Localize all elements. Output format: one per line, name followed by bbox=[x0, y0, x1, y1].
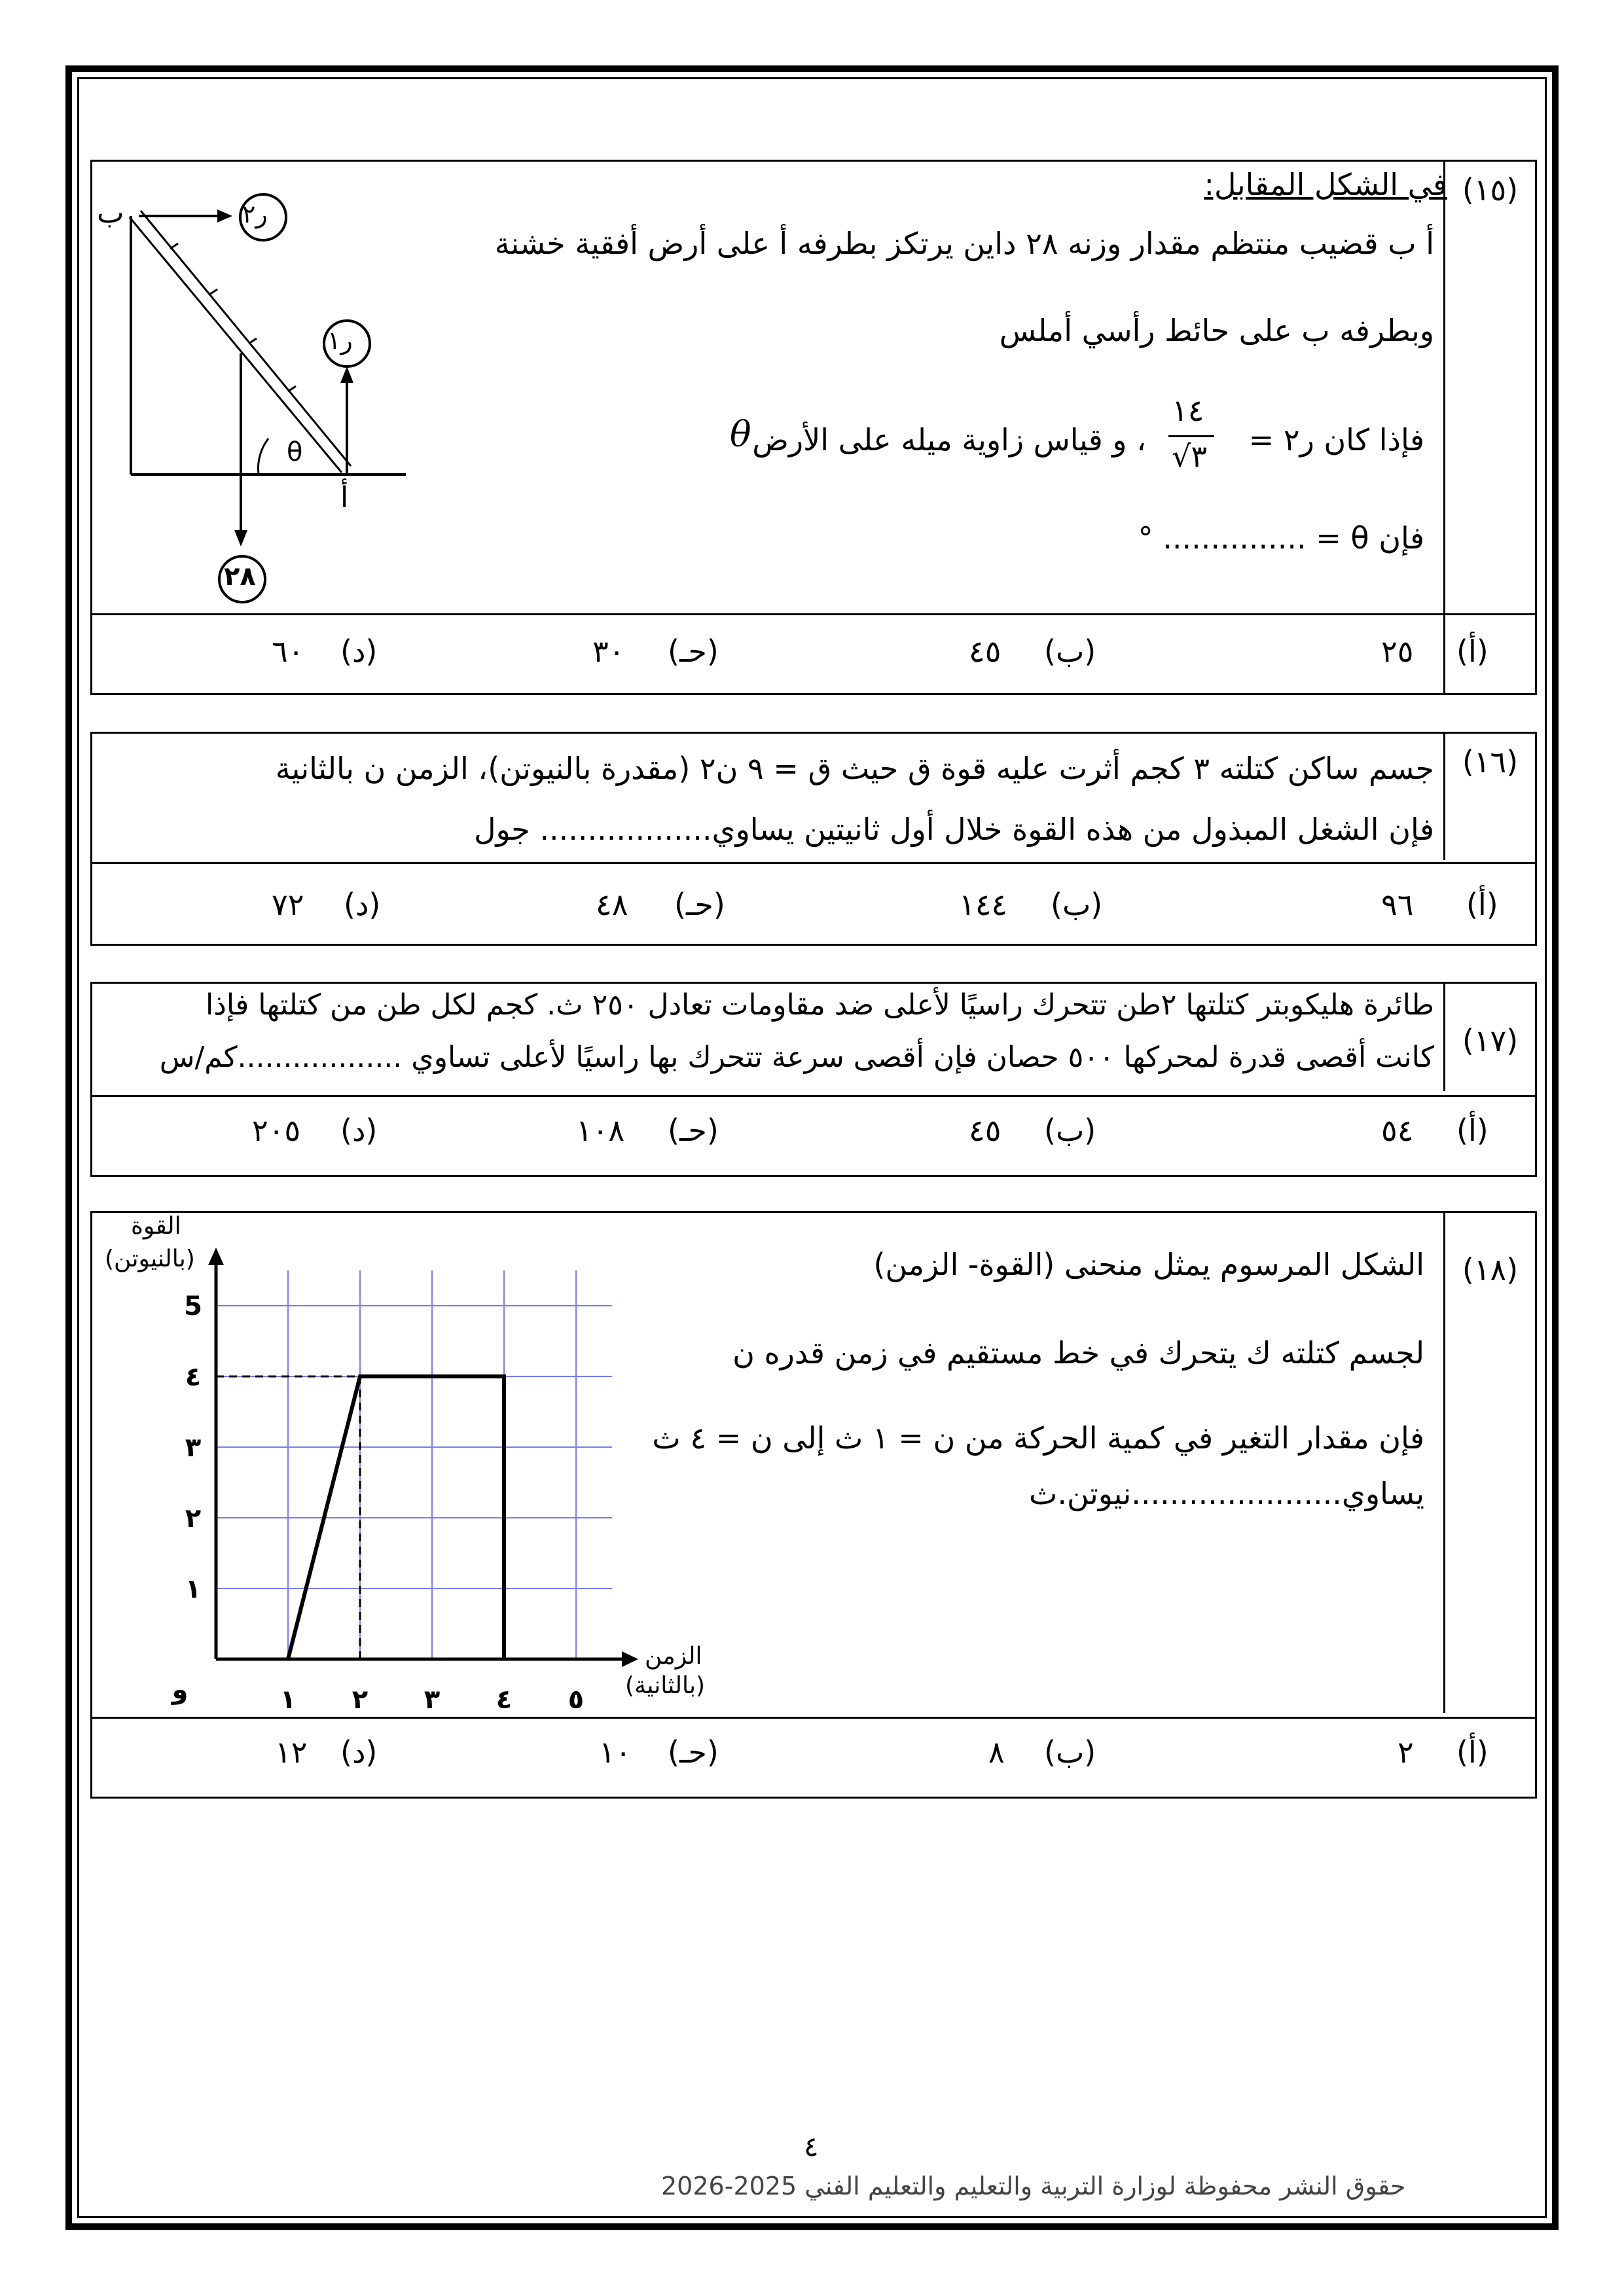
q15-frac-den: ٣√ bbox=[1172, 439, 1208, 474]
q15-option-d-letter[interactable]: (د) bbox=[340, 634, 378, 669]
options-row bbox=[92, 1717, 1535, 1803]
chart-ylabel-line2: (بالنيوتن) bbox=[105, 1246, 195, 1272]
q15-option-a-letter[interactable]: (أ) bbox=[1456, 634, 1489, 669]
q15-line2: وبطرفه ب على حائط رأسي أملس bbox=[999, 313, 1434, 348]
q16-option-a-value: ٩٦ bbox=[1381, 887, 1414, 922]
q16-option-b-letter[interactable]: (ب) bbox=[1051, 887, 1103, 922]
q18-option-d-value: ١٢ bbox=[275, 1734, 308, 1770]
options-row bbox=[92, 1095, 1535, 1181]
q16-option-b-value: ١٤٤ bbox=[959, 887, 1008, 922]
q15-option-b-letter[interactable]: (ب) bbox=[1044, 634, 1096, 669]
q15-theta: θ bbox=[730, 414, 751, 455]
q15-option-b-value: ٤٥ bbox=[969, 634, 1001, 669]
x-tick-label: ٣ bbox=[424, 1685, 441, 1715]
x-tick-label: ٤ bbox=[496, 1685, 513, 1715]
q15-fig-weight: ٢٨ bbox=[224, 562, 256, 592]
y-tick-label: ١ bbox=[185, 1574, 202, 1604]
force-time-chart bbox=[92, 1214, 720, 1718]
q15-option-c-letter[interactable]: (حـ) bbox=[668, 634, 719, 669]
q15-fig-label-b: ب bbox=[97, 196, 124, 230]
q16-option-c-value: ٤٨ bbox=[596, 887, 628, 922]
q15-option-a-value: ٢٥ bbox=[1381, 634, 1414, 669]
q17-option-d-value: ٢٠٥ bbox=[252, 1113, 301, 1148]
question-number: (١٨) bbox=[1443, 1213, 1535, 1713]
q18-line4: يساوي......................نيوتن.ث bbox=[1029, 1476, 1424, 1511]
x-tick-label: ١ bbox=[280, 1685, 297, 1715]
x-tick-label: ٢ bbox=[352, 1685, 369, 1715]
question-number: (١٧) bbox=[1443, 984, 1535, 1091]
q15-line1: أ ب قضيب منتظم مقدار وزنه ٢٨ داين يرتكز بطرفه أ على أرض أفقية خشنة bbox=[494, 226, 1434, 261]
q17-option-c-value: ١٠٨ bbox=[576, 1113, 625, 1148]
y-tick-label: ٤ bbox=[185, 1362, 202, 1392]
x-tick-label: ٥ bbox=[568, 1685, 585, 1715]
q17-option-b-value: ٤٥ bbox=[969, 1113, 1001, 1148]
q15-fig-r1: ر١ bbox=[327, 326, 353, 355]
q16-option-d-value: ٧٢ bbox=[272, 887, 304, 922]
q15-frac-num: ١٤ bbox=[1172, 393, 1204, 428]
q16-option-c-letter[interactable]: (حـ) bbox=[674, 887, 725, 922]
copyright-notice: حقوق النشر محفوظة لوزارة التربية والتعليم والتعليم الفني 2025-2026 bbox=[661, 2172, 1406, 2200]
q18-line2: لجسم كتلته ك يتحرك في خط مستقيم في زمن قدره ن bbox=[732, 1335, 1424, 1371]
q15-line3b: ، و قياس زاوية ميله على الأرض bbox=[752, 422, 1146, 457]
q17-option-a-value: ٥٤ bbox=[1381, 1113, 1414, 1148]
q15-line3a: فإذا كان ر٢ = bbox=[1248, 422, 1424, 457]
q15-ladder-figure bbox=[92, 164, 432, 615]
options-row bbox=[92, 862, 1535, 948]
q17-option-a-letter[interactable]: (أ) bbox=[1456, 1113, 1489, 1148]
y-tick-label: ٢ bbox=[185, 1503, 202, 1534]
y-axis-arrow bbox=[208, 1247, 224, 1265]
q15-fig-label-a: أ bbox=[340, 481, 349, 514]
question-number: (١٦) bbox=[1443, 734, 1535, 860]
q16-line2: فإن الشغل المبذول من هذه القوة خلال أول ثانيتين يساوي.................. جول bbox=[474, 812, 1434, 847]
q18-line1: الشكل المرسوم يمثل منحنى (القوة- الزمن) bbox=[873, 1247, 1424, 1282]
q15-option-c-value: ٣٠ bbox=[592, 634, 625, 669]
q16-option-a-letter[interactable]: (أ) bbox=[1466, 887, 1498, 922]
origin-label: و bbox=[171, 1675, 189, 1705]
q17-option-b-letter[interactable]: (ب) bbox=[1044, 1113, 1096, 1148]
q18-option-b-letter[interactable]: (ب) bbox=[1044, 1734, 1096, 1770]
q18-line3: فإن مقدار التغير في كمية الحركة من ن = ١ ث إلى ن = ٤ ث bbox=[652, 1420, 1424, 1456]
y-tick-label: ٣ bbox=[185, 1433, 202, 1463]
q18-option-c-letter[interactable]: (حـ) bbox=[668, 1734, 719, 1770]
q15-fig-r2: ر٢ bbox=[242, 200, 268, 228]
q18-option-b-value: ٨ bbox=[988, 1734, 1005, 1770]
q15-frac-bar bbox=[1168, 435, 1214, 437]
q18-option-d-letter[interactable]: (د) bbox=[340, 1734, 378, 1770]
chart-xlabel-line1: الزمن bbox=[645, 1643, 702, 1670]
q16-option-d-letter[interactable]: (د) bbox=[344, 887, 381, 922]
options-row bbox=[92, 613, 1535, 699]
q16-line1: جسم ساكن كتلته ٣ كجم أثرت عليه قوة ق حيث ق = ٩ ن٢ (مقدرة بالنيوتن)، الزمن ن بالثانية bbox=[275, 751, 1434, 786]
q15-option-d-value: ٦٠ bbox=[272, 634, 304, 669]
chart-xlabel-line2: (بالثانية) bbox=[625, 1672, 706, 1699]
q18-option-c-value: ١٠ bbox=[599, 1734, 632, 1770]
q17-line1: طائرة هليكوبتر كتلتها ٢طن تتحرك راسيًا لأعلى ضد مقاومات تعادل ٢٥٠ ث. كجم لكل طن من كتلتها فإذا bbox=[206, 988, 1434, 1022]
chart-ylabel-line1: القوة bbox=[131, 1213, 181, 1240]
page-number: ٤ bbox=[804, 2130, 819, 2162]
q15-line4: فإن θ = ............... ° bbox=[1138, 520, 1424, 556]
x-axis-arrow bbox=[622, 1651, 638, 1667]
question-number: (١٥) bbox=[1443, 162, 1535, 693]
q15-heading: في الشكل المقابل: bbox=[1204, 167, 1447, 202]
q15-fig-theta: θ bbox=[287, 437, 303, 467]
q17-option-c-letter[interactable]: (حـ) bbox=[668, 1113, 719, 1148]
q17-line2: كانت أقصى قدرة لمحركها ٥٠٠ حصان فإن أقصى سرعة تتحرك بها راسيًا لأعلى تساوي ..................كم/س bbox=[159, 1041, 1434, 1074]
y-tick-label: 5 bbox=[184, 1291, 202, 1321]
q18-option-a-value: ٢ bbox=[1398, 1734, 1414, 1770]
q17-option-d-letter[interactable]: (د) bbox=[340, 1113, 378, 1148]
q18-option-a-letter[interactable]: (أ) bbox=[1456, 1734, 1489, 1770]
